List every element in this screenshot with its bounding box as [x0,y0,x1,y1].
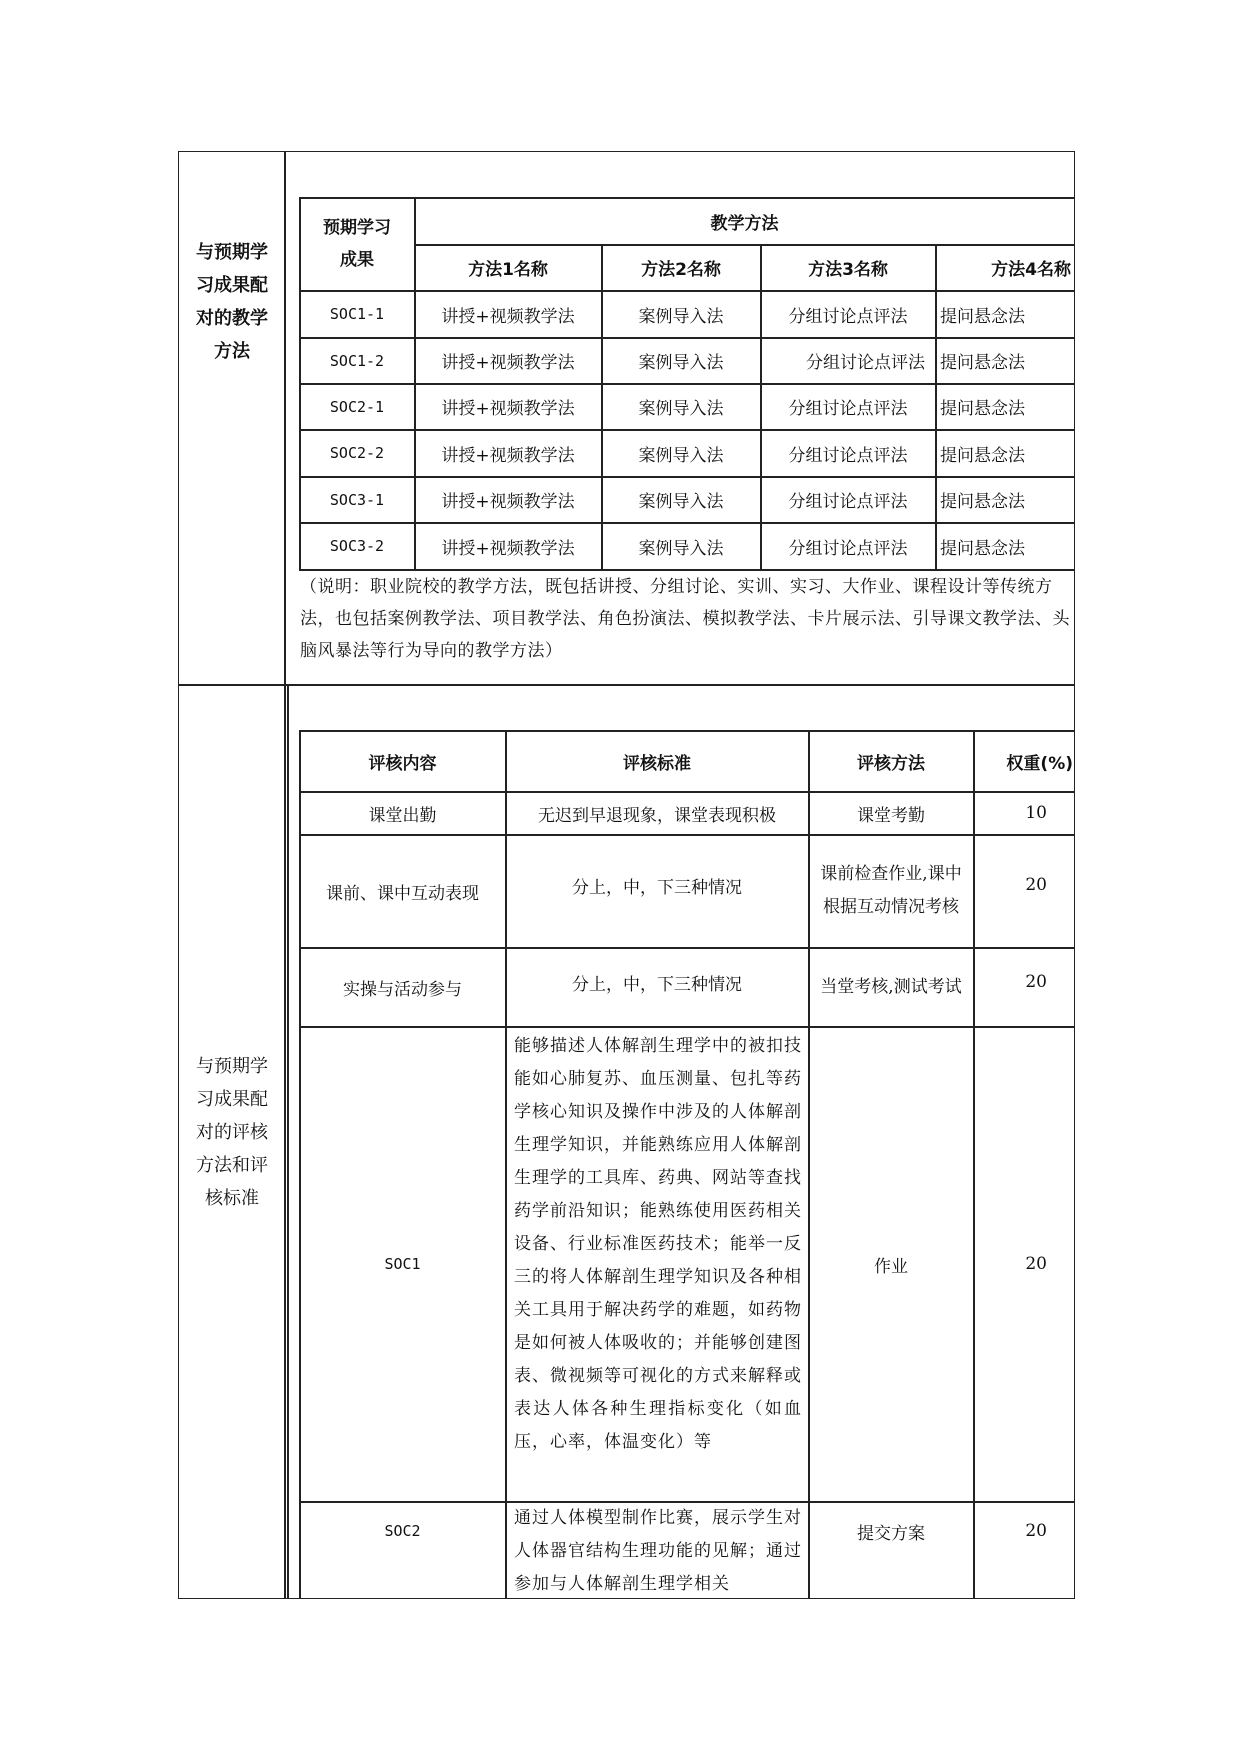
section2-label-line: 对的评核 [196,1122,268,1143]
section2-label-line: 核标准 [205,1188,259,1209]
row-outcome: SOC2-2 [329,444,385,462]
assessment-content: SOC2 [384,1522,421,1540]
row-outcome: SOC3-2 [329,537,385,555]
assessment-weight: 20 [1025,972,1047,992]
label-column-divider-inner [287,686,289,1599]
header-method1: 方法1名称 [468,260,548,280]
section2-label [178,1050,286,1215]
section2-label-line: 方法和评 [196,1155,268,1176]
row-method1: 讲授+视频教学法 [441,306,575,327]
row-method3: 分组讨论点评法 [788,445,908,466]
row-method4: 提问悬念法 [940,538,1025,559]
row-outcome: SOC1-1 [329,305,385,323]
row-method1: 讲授+视频教学法 [441,399,575,419]
row-method4: 提问悬念法 [940,353,1025,373]
header-method4: 方法4名称 [991,260,1071,280]
section2-label-line: 习成果配 [196,1089,268,1110]
section1-label-line: 习成果配 [196,275,268,296]
assessment-method: 当堂考核,测试考试 [820,976,962,997]
assessment-standard: 分上，中，下三种情况 [572,974,742,995]
row-method4: 提问悬念法 [940,399,1025,419]
section1-label [178,236,286,368]
row-method4: 提问悬念法 [940,445,1025,466]
assessment-weight: 20 [1025,875,1047,895]
row-method1: 讲授+视频教学法 [441,445,575,466]
assessment-weight: 20 [1025,1521,1047,1541]
row-method2: 案例导入法 [638,538,724,559]
assessment-standard: 通过人体模型制作比赛，展示学生对人体器官结构生理功能的见解；通过参加与人体解剖生理学相关 [514,1508,802,1594]
row-outcome: SOC1-2 [329,351,385,370]
header-method2: 方法2名称 [641,260,721,280]
assessment-content: 实操与活动参与 [343,979,462,1000]
assessment-standard: 分上，中，下三种情况 [572,877,742,898]
header-assessment-method: 评核方法 [857,753,925,774]
row-method3: 分组讨论点评法 [788,538,908,559]
header-teaching-methods: 教学方法 [710,213,779,234]
teaching-methods-note: （说明：职业院校的教学方法，既包括讲授、分组讨论、实训、实习、大作业、课程设计等传统方法，也包括案例教学法、项目教学法、角色扮演法、模拟教学法、卡片展示法、引导课文教学法、头脑风暴法等行为导向的教学方法） [300,577,1070,661]
assessment-method: 课前检查作业,课中根据互动情况考核 [820,864,962,917]
row-method4: 提问悬念法 [940,306,1025,327]
row-outcome: SOC3-1 [329,490,385,509]
row-method2: 案例导入法 [638,399,724,419]
assessment-content: 课前、课中互动表现 [326,883,479,904]
row-method2: 案例导入法 [638,306,724,327]
section2-label-line: 与预期学 [196,1056,268,1077]
row-method3: 分组讨论点评法 [788,306,908,327]
section1-label-line: 方法 [214,341,250,362]
row-method4: 提问悬念法 [940,492,1025,512]
row-method1: 讲授+视频教学法 [441,353,575,373]
assessment-method: 课堂考勤 [857,805,925,826]
row-method3: 分组讨论点评法 [788,399,908,419]
row-method2: 案例导入法 [638,492,724,512]
section1-label-line: 对的教学 [196,308,268,329]
row-outcome: SOC2-1 [329,397,385,416]
row-method2: 案例导入法 [638,353,724,373]
assessment-standard: 无迟到早退现象，课堂表现积极 [538,805,776,826]
header-outcome: 预期学习 成果 [323,218,391,270]
header-assessment-content: 评核内容 [368,753,437,774]
row-method1: 讲授+视频教学法 [441,492,575,512]
row-method3: 分组讨论点评法 [788,492,908,512]
section1-label-line: 与预期学 [196,242,268,263]
assessment-content: SOC1 [384,1255,421,1273]
header-assessment-standard: 评核标准 [623,753,691,774]
assessment-method: 提交方案 [857,1523,925,1544]
assessment-content: 课堂出勤 [368,805,437,826]
row-method3: 分组讨论点评法 [806,353,925,373]
label-column-divider [284,151,286,1599]
header-method3: 方法3名称 [808,260,888,280]
row-method2: 案例导入法 [638,445,724,466]
section-separator [178,684,1075,686]
assessment-method: 作业 [874,1256,908,1277]
header-weight: 权重(%) [1006,753,1073,774]
assessment-standard: 能够描述人体解剖生理学中的被扣技能如心肺复苏、血压测量、包扎等药学核心知识及操作中涉及的人体解剖生理学知识，并能熟练应用人体解剖生理学的工具库、药典、网站等查找药学前沿知识；能熟练使用医药相关设备、行业标准医药技术；能举一反三的将人体解剖生理学知识及各种相关工具用于解决药学的难题，如药物是如何被人体吸收的；并能够创建图表、微视频等可视化的方式来解释或表达人体各种生理指标变化（如血压，心率，体温变化）等 [514,1036,802,1452]
assessment-weight: 20 [1025,1254,1047,1274]
assessment-weight: 10 [1025,803,1047,823]
row-method1: 讲授+视频教学法 [441,538,575,559]
